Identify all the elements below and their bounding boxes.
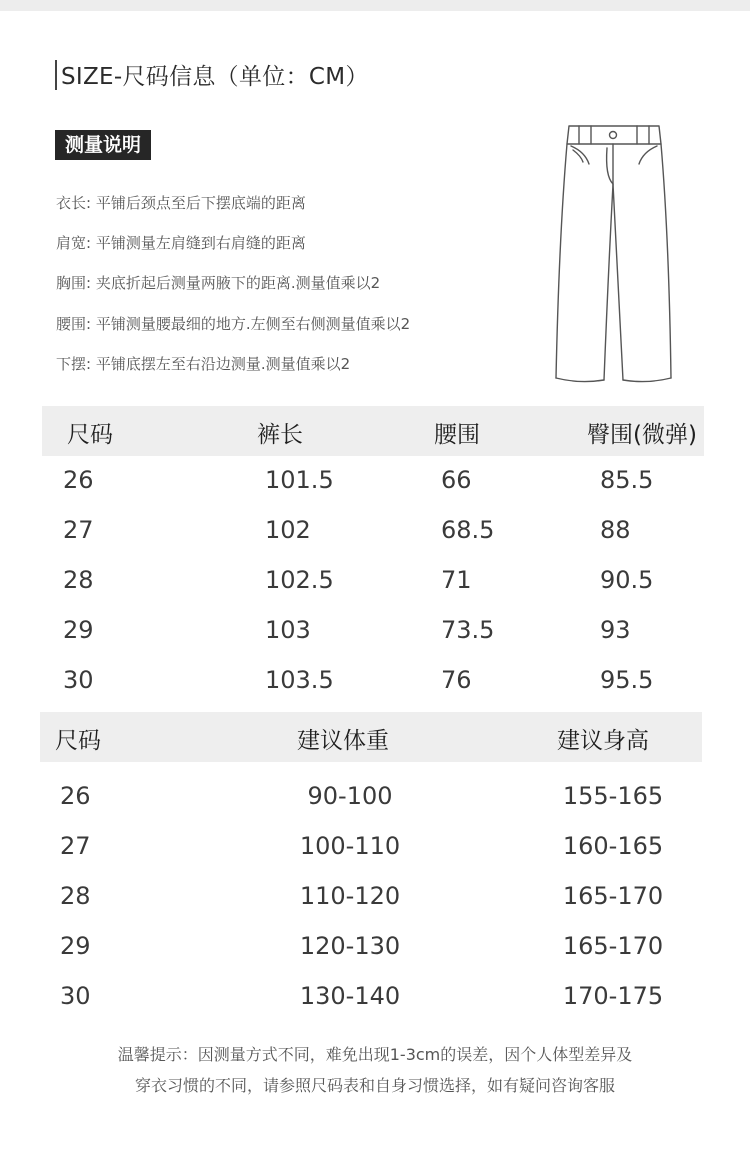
table2-cell: 27 — [60, 832, 91, 860]
table1-cell: 30 — [63, 666, 94, 694]
table2-cell: 155-165 — [562, 782, 664, 810]
note-waist: 腰围: 平铺测量腰最细的地方.左侧至右侧测量值乘以2 — [56, 315, 411, 333]
footer-tip-line-2: 穿衣习惯的不同，请参照尺码表和自身习惯选择，如有疑问咨询客服 — [134, 1076, 615, 1095]
table2-cell: 165-170 — [562, 882, 664, 910]
measurement-badge: 测量说明 — [55, 130, 151, 160]
table1-cell: 66 — [441, 466, 472, 494]
note-length: 衣长: 平铺后颈点至后下摆底端的距离 — [56, 194, 306, 212]
table1-cell: 88 — [600, 516, 631, 544]
table1-cell: 71 — [441, 566, 472, 594]
table1-cell: 26 — [63, 466, 94, 494]
table1-header-size: 尺码 — [67, 422, 113, 448]
table2-cell: 170-175 — [562, 982, 664, 1010]
table1-cell: 28 — [63, 566, 94, 594]
table2-cell: 29 — [60, 932, 91, 960]
note-chest: 胸围: 夹底折起后测量两腋下的距离.测量值乘以2 — [56, 274, 381, 292]
table1-cell: 103.5 — [265, 666, 334, 694]
top-band — [0, 0, 750, 11]
table1-header-waist: 腰围 — [434, 422, 480, 448]
table2-cell: 100-110 — [299, 832, 401, 860]
table2-cell: 160-165 — [562, 832, 664, 860]
table1-cell: 29 — [63, 616, 94, 644]
table1-header-hip: 臀围(微弹) — [587, 422, 697, 448]
table1-cell: 68.5 — [441, 516, 495, 544]
table1-cell: 95.5 — [600, 666, 654, 694]
table2-cell: 130-140 — [299, 982, 401, 1010]
table2-cell: 90-100 — [307, 782, 393, 810]
table2-header-size: 尺码 — [55, 728, 101, 754]
jeans-outline-icon — [545, 118, 680, 393]
table1-cell: 103 — [265, 616, 311, 644]
title-divider — [55, 60, 57, 90]
table1-cell: 102 — [265, 516, 311, 544]
table2-cell: 28 — [60, 882, 91, 910]
table1-cell: 93 — [600, 616, 631, 644]
table1-cell: 27 — [63, 516, 94, 544]
table2-cell: 165-170 — [562, 932, 664, 960]
table1-cell: 76 — [441, 666, 472, 694]
table2-cell: 120-130 — [299, 932, 401, 960]
table2-header-height: 建议身高 — [557, 728, 649, 754]
table1-header-length: 裤长 — [257, 422, 303, 448]
table1-cell: 101.5 — [265, 466, 334, 494]
table1-cell: 73.5 — [441, 616, 495, 644]
table2-cell: 26 — [60, 782, 91, 810]
table1-cell: 90.5 — [600, 566, 654, 594]
page-title: SIZE-尺码信息（单位：CM） — [61, 64, 369, 90]
table1-cell: 102.5 — [265, 566, 334, 594]
table1-cell: 85.5 — [600, 466, 654, 494]
note-shoulder: 肩宽: 平铺测量左肩缝到右肩缝的距离 — [56, 234, 306, 252]
note-hem: 下摆: 平铺底摆左至右沿边测量.测量值乘以2 — [56, 355, 351, 373]
footer-tip-line-1: 温馨提示：因测量方式不同，难免出现1-3cm的误差，因个人体型差异及 — [117, 1045, 633, 1064]
table2-cell: 30 — [60, 982, 91, 1010]
table2-header-weight: 建议体重 — [297, 728, 389, 754]
table2-cell: 110-120 — [299, 882, 401, 910]
